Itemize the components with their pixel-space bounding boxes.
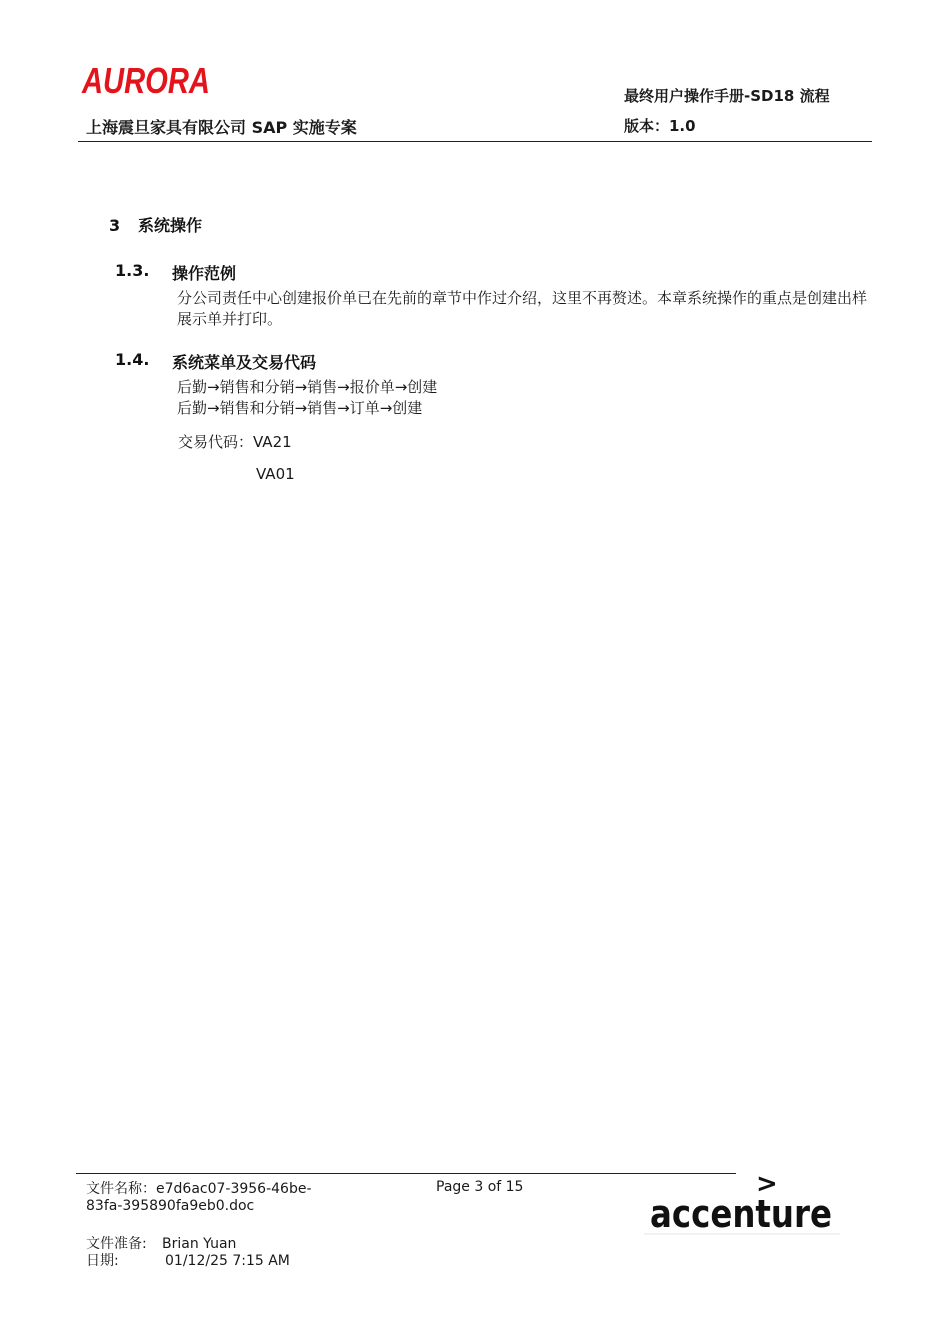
footer-divider [76,1173,736,1174]
subsection-title: 操作范例 [172,264,237,283]
company-project-title: 上海震旦家具有限公司 SAP 实施专案 [86,118,357,137]
transaction-code-secondary: VA01 [256,465,295,483]
footer-date-label: 日期: [86,1253,119,1269]
subsection-number: 1.3. [115,261,150,280]
subsection-number: 1.4. [115,350,150,369]
aurora-logo [81,60,212,101]
menu-path-order: 后勤→销售和分销→销售→订单→创建 [177,399,423,417]
footer-page-number: Page 3 of 15 [436,1179,524,1195]
subsection-title: 系统菜单及交易代码 [172,353,317,372]
footer-date-value: 01/12/25 7:15 AM [165,1253,290,1269]
accenture-mark-icon: > [756,1169,778,1199]
accenture-logo [644,1170,844,1236]
footer-prepared-by: Brian Yuan [162,1236,237,1252]
example-paragraph: 分公司责任中心创建报价单已在先前的章节中作过介绍，这里不再赘述。本章系统操作的重点是创建出样展示单并打印。 [177,289,868,328]
section-heading [109,213,202,236]
header-divider [78,141,872,142]
document-version: 版本：1.0 [624,117,696,135]
document-title: 最终用户操作手册-SD18 流程 [624,87,830,105]
footer-file-name-continued: 83fa-395890fa9eb0.doc [86,1198,255,1214]
section-title: 系统操作 [138,216,203,235]
footer-file-name: 文件名称：e7d6ac07-3956-46be- [86,1181,312,1197]
subsection-heading-menu [115,350,415,372]
subsection-heading-example [115,261,415,283]
svg-text:AURORA: AURORA [81,60,211,101]
transaction-code-label: 交易代码：VA21 [178,433,292,451]
menu-path-quotation: 后勤→销售和分销→销售→报价单→创建 [177,378,438,396]
footer-prepared-label: 文件准备: [86,1236,147,1252]
accenture-wordmark: accenture [650,1192,832,1236]
section-number: 3 [109,216,121,235]
